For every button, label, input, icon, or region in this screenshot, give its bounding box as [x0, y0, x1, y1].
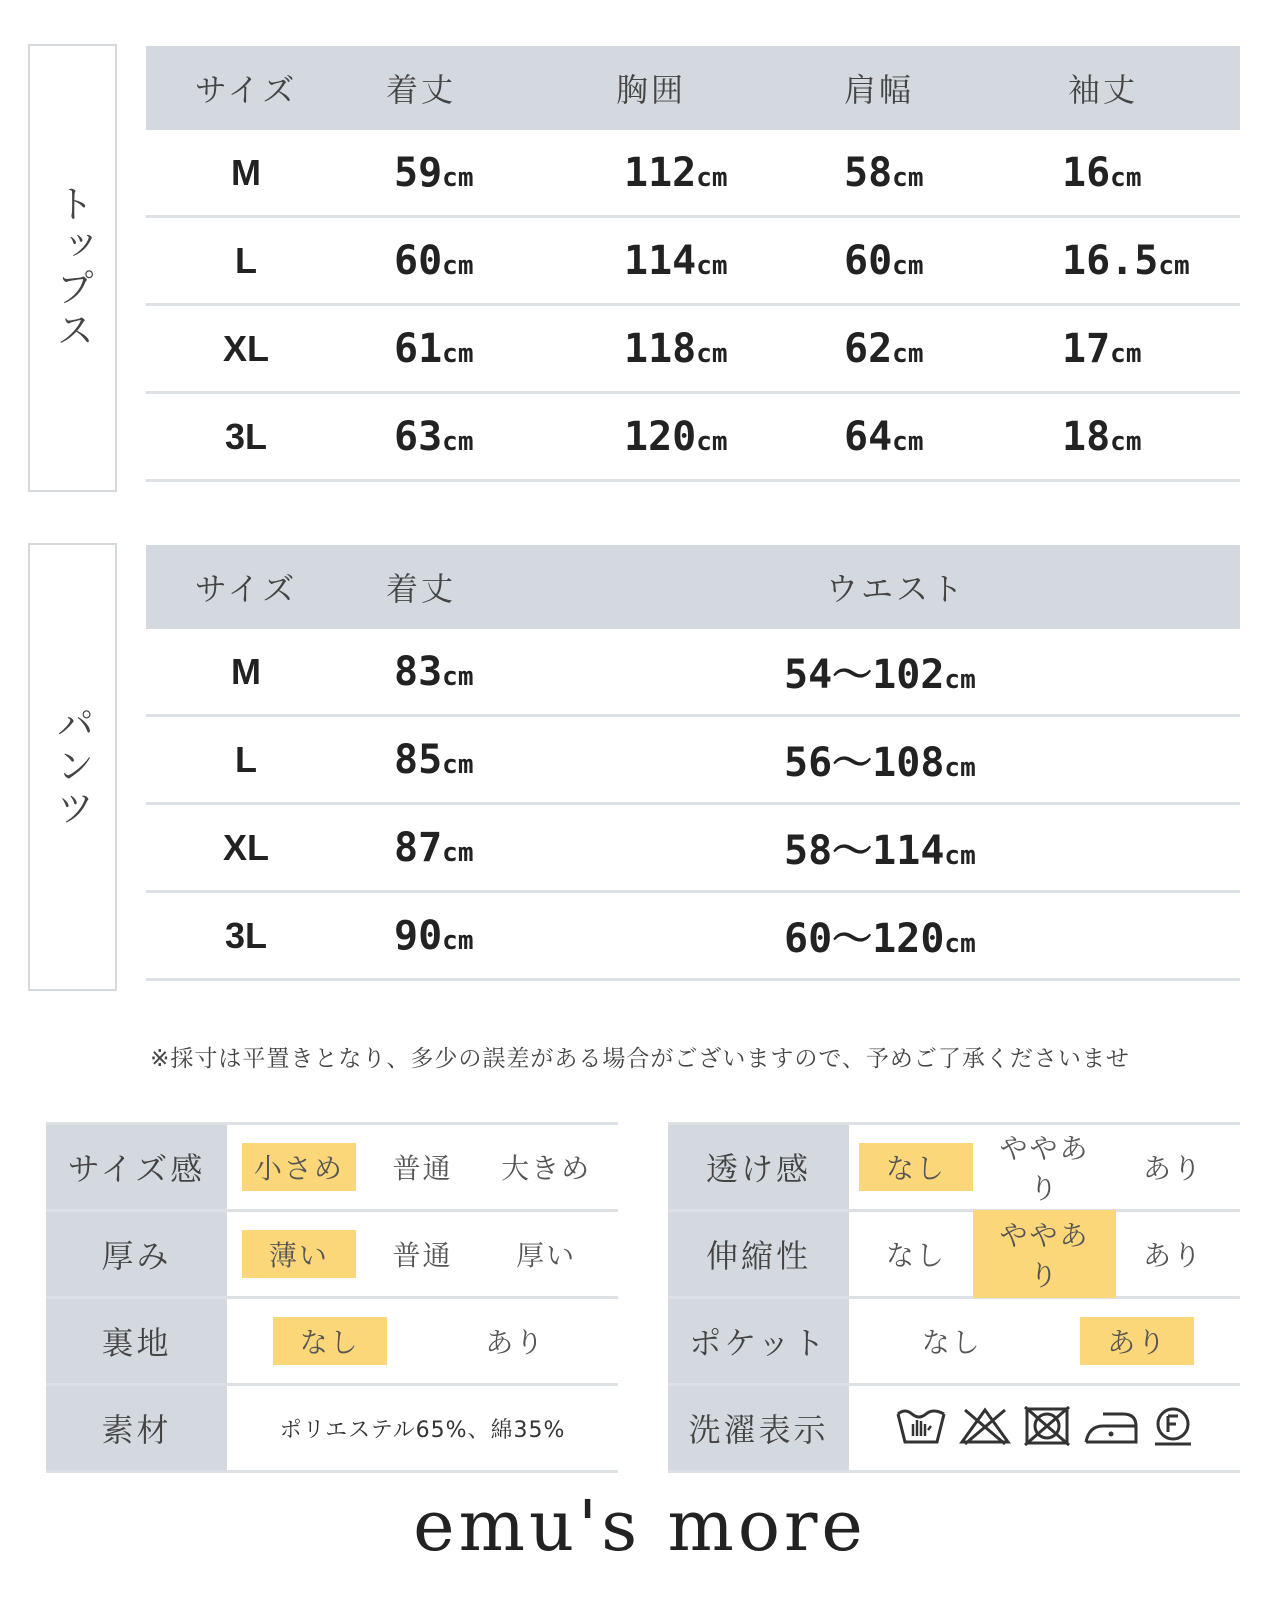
tops-value-cell: 61cm: [394, 325, 474, 372]
pants-value-cell: 56〜108cm: [784, 740, 976, 786]
spec-label: 厚み: [46, 1212, 227, 1296]
tops-value-cell: 112cm: [624, 149, 728, 196]
spec-label: ポケット: [668, 1299, 849, 1383]
pants-size-cell: L: [235, 738, 257, 780]
tops-value-cell: 59cm: [394, 149, 474, 196]
spec-row: [668, 1212, 1240, 1299]
hand-wash-icon: [895, 1406, 947, 1450]
pants-header-size: サイズ: [194, 570, 298, 608]
spec-options: [849, 1125, 1240, 1209]
pants-size-cell: XL: [222, 826, 269, 868]
spec-label: 洗濯表示: [668, 1386, 849, 1470]
spec-option: 大きめ: [501, 1152, 592, 1185]
pants-value-cell: 85cm: [394, 736, 474, 783]
spec-table-left: [46, 1122, 618, 1473]
brand-logo: emu's more: [413, 1485, 867, 1567]
pants-size-table: [146, 545, 1240, 981]
spec-row: [46, 1125, 618, 1212]
spec-options: [849, 1212, 1240, 1296]
tops-size-cell: M: [231, 151, 261, 193]
spec-option-selected: なし: [273, 1317, 387, 1365]
pants-value-cell: 60〜120cm: [784, 916, 976, 962]
spec-options: [849, 1386, 1240, 1470]
tops-header-row: [146, 46, 1240, 130]
tops-row: [146, 130, 1240, 218]
spec-option: 普通: [392, 1239, 453, 1272]
no-tumble-dry-icon: [1023, 1406, 1071, 1450]
spec-label: 伸縮性: [668, 1212, 849, 1296]
pants-value-cell: 54〜102cm: [784, 652, 976, 698]
spec-row: [46, 1299, 618, 1386]
spec-option-selected: なし: [859, 1143, 973, 1191]
tops-value-cell: 16.5cm: [1062, 237, 1190, 284]
dry-clean-f-icon: [1151, 1406, 1195, 1450]
spec-option: あり: [1142, 1152, 1203, 1185]
pants-label: パンツ: [50, 704, 94, 830]
pants-size-cell: 3L: [224, 914, 267, 956]
tops-value-cell: 18cm: [1062, 413, 1142, 460]
pants-header-waist: ウエスト: [826, 570, 967, 608]
spec-row: [668, 1299, 1240, 1386]
tops-row: [146, 218, 1240, 306]
measurement-note: ※採寸は平置きとなり、多少の誤差がある場合がございますので、予めご了承くださいませ: [150, 1046, 1130, 1072]
tops-header-size: サイズ: [194, 71, 298, 109]
spec-label: サイズ感: [46, 1125, 227, 1209]
tops-value-cell: 120cm: [624, 413, 728, 460]
tops-value-cell: 118cm: [624, 325, 728, 372]
spec-option: あり: [1142, 1239, 1203, 1272]
spec-option: 普通: [392, 1152, 453, 1185]
tops-size-cell: XL: [222, 327, 269, 369]
spec-option: 厚い: [516, 1239, 577, 1272]
spec-label: 透け感: [668, 1125, 849, 1209]
no-bleach-icon: [959, 1406, 1011, 1450]
tops-value-cell: 63cm: [394, 413, 474, 460]
spec-option: なし: [921, 1326, 982, 1359]
tops-value-cell: 58cm: [844, 149, 924, 196]
spec-label: 素材: [46, 1386, 227, 1470]
pants-value-cell: 58〜114cm: [784, 828, 976, 874]
spec-row: [668, 1386, 1240, 1473]
tops-row: [146, 394, 1240, 482]
spec-row: [668, 1125, 1240, 1212]
tops-value-cell: 64cm: [844, 413, 924, 460]
tops-value-cell: 60cm: [844, 237, 924, 284]
pants-row: [146, 717, 1240, 805]
spec-option-selected: あり: [1080, 1317, 1194, 1365]
pants-header-length: 着丈: [386, 570, 457, 608]
tops-value-cell: 16cm: [1062, 149, 1142, 196]
pants-value-cell: 87cm: [394, 824, 474, 871]
spec-options: [849, 1299, 1240, 1383]
tops-value-cell: 17cm: [1062, 325, 1142, 372]
iron-low-icon: [1083, 1406, 1139, 1450]
spec-options: [227, 1125, 618, 1209]
pants-row: [146, 629, 1240, 717]
spec-label: 裏地: [46, 1299, 227, 1383]
tops-size-cell: 3L: [224, 415, 267, 457]
spec-option-selected: ややあり: [973, 1210, 1116, 1298]
pants-value-cell: 90cm: [394, 912, 474, 959]
spec-option-selected: 小さめ: [242, 1143, 356, 1191]
tops-size-cell: L: [235, 239, 257, 281]
tops-side-label: [28, 44, 117, 492]
pants-size-cell: M: [231, 650, 261, 692]
tops-value-cell: 114cm: [624, 237, 728, 284]
spec-option: あり: [485, 1326, 546, 1359]
spec-option: なし: [885, 1239, 946, 1272]
pants-row: [146, 805, 1240, 893]
spec-options: [227, 1386, 618, 1470]
tops-row: [146, 306, 1240, 394]
spec-table-right: [668, 1122, 1240, 1473]
laundry-icons: [895, 1406, 1195, 1450]
pants-side-label: [28, 543, 117, 991]
tops-value-cell: 62cm: [844, 325, 924, 372]
spec-options: [227, 1299, 618, 1383]
spec-row: [46, 1386, 618, 1473]
spec-row: [46, 1212, 618, 1299]
spec-options: [227, 1212, 618, 1296]
spec-option: ややあり: [999, 1132, 1090, 1205]
pants-row: [146, 893, 1240, 981]
tops-value-cell: 60cm: [394, 237, 474, 284]
spec-option-selected: 薄い: [242, 1230, 356, 1278]
tops-header-chest: 胸囲: [616, 71, 687, 109]
tops-header-length: 着丈: [386, 71, 457, 109]
tops-size-table: [146, 46, 1240, 482]
pants-header-row: [146, 545, 1240, 629]
material-text: ポリエステル65%、綿35%: [279, 1417, 566, 1443]
tops-label: トップス: [50, 184, 94, 352]
tops-header-sleeve: 袖丈: [1068, 71, 1139, 109]
pants-value-cell: 83cm: [394, 648, 474, 695]
tops-header-shoulder: 肩幅: [844, 71, 915, 109]
